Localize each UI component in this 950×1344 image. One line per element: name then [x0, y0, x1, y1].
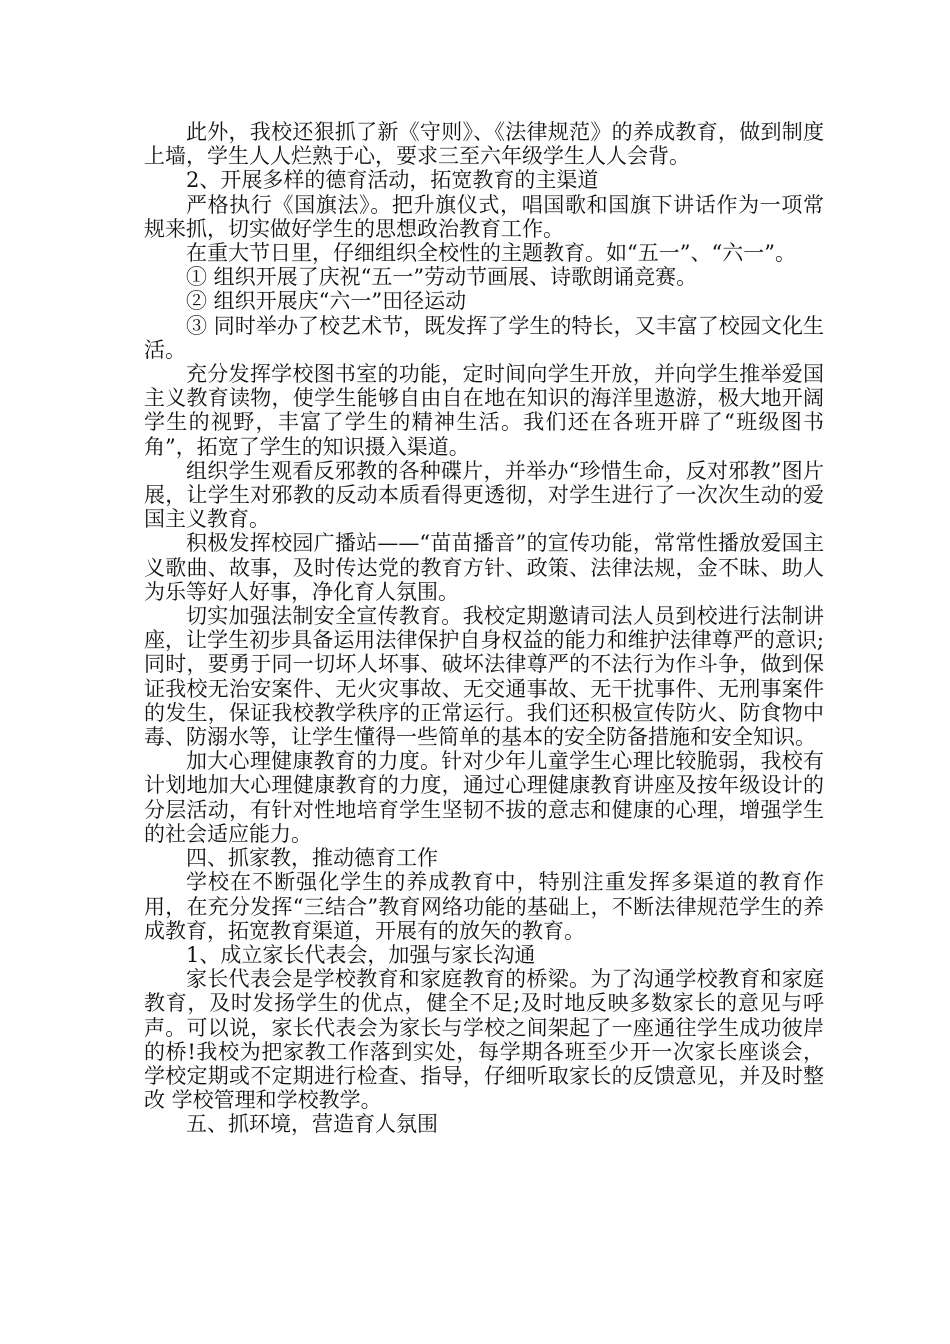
paragraph-habit-formation: 学校在不断强化学生的养成教育中，特别注重发挥多渠道的教育作用，在充分发挥“三结合”教育网络功能的基础上，不断法律规范学生的养成教育，拓宽教育渠道，开展有的放矢的教育。 [144, 870, 824, 943]
paragraph-code-of-conduct: 此外，我校还狠抓了新《守则》、《法律规范》的养成教育，做到制度上墙，学生人人烂熟于心，要求三至六年级学生人人会背。 [144, 120, 824, 169]
list-item-childrens-day: ② 组织开展庆“六一”田径运动 [186, 289, 467, 314]
heading-environment: 五、抓环境，营造育人氛围 [186, 1112, 438, 1137]
document-page [144, 120, 824, 1137]
paragraph-library: 充分发挥学校图书室的功能，定时间向学生开放，并向学生推举爱国主义教育读物，使学生能够自由自在地在知识的海洋里遨游，极大地开阔学生的视野，丰富了学生的精神生活。我们还在各班开辟了“班级图书角”，拓宽了学生的知识摄入渠道。 [144, 362, 824, 459]
list-item-may-day: ① 组织开展了庆祝“五一”劳动节画展、诗歌朗诵竞赛。 [186, 265, 698, 290]
paragraph-parent-committee: 家长代表会是学校教育和家庭教育的桥梁。为了沟通学校教育和家庭教育，及时发扬学生的优点，健全不足;及时地反映多数家长的意见与呼声。可以说，家长代表会为家长与学校之间架起了一座通往学生成功彼岸的桥!我校为把家教工作落到实处，每学期各班至少开一次家长座谈会，学校定期或不定期进行检查、指导，仔细听取家长的反馈意见，并及时整改 学校管理和学校教学。 [144, 967, 824, 1113]
paragraph-mental-health: 加大心理健康教育的力度。针对少年儿童学生心理比较脆弱，我校有计划地加大心理健康教育的力度，通过心理健康教育讲座及按年级设计的分层活动，有针对性地培育学生坚韧不拔的意志和健康的心理，增强学生的社会适应能力。 [144, 749, 824, 846]
heading-parent-committee: 1、成立家长代表会，加强与家长沟通 [186, 942, 536, 967]
paragraph-legal-safety: 切实加强法制安全宣传教育。我校定期邀请司法人员到校进行法制讲座，让学生初步具备运用法律保护自身权益的能力和维护法律尊严的意识;同时，要勇于同一切坏人坏事、破坏法律尊严的不法行为作斗争，做到保证我校无治安案件、无火灾事故、无交通事故、无干扰事件、无刑事案件的发生，保证我校教学秩序的正常运行。我们还积极宣传防火、防食物中毒、防溺水等，让学生懂得一些简单的基本的安全防备措施和安全知识。 [144, 604, 824, 750]
paragraph-national-flag-law: 严格执行《国旗法》。把升旗仪式，唱国歌和国旗下讲话作为一项常规来抓，切实做好学生的思想政治教育工作。 [144, 192, 824, 241]
list-item-art-festival: ③ 同时举办了校艺术节，既发挥了学生的特长，又丰富了校园文化生活。 [144, 313, 824, 362]
paragraph-anti-cult: 组织学生观看反邪教的各种碟片，并举办“珍惜生命，反对邪教”图片展，让学生对邪教的反动本质看得更透彻，对学生进行了一次次生动的爱国主义教育。 [144, 458, 824, 532]
paragraph-festival-education: 在重大节日里，仔细组织全校性的主题教育。如“五一”、“六一”。 [186, 241, 796, 266]
heading-family-education: 四、抓家教，推动德育工作 [186, 846, 438, 871]
paragraph-campus-radio: 积极发挥校园广播站——“苗苗播音”的宣传功能，常常性播放爱国主义歌曲、故事，及时传达党的教育方针、政策、法律法规，金不昧、助人为乐等好人好事，净化育人氛围。 [144, 531, 824, 604]
heading-moral-activities: 2、开展多样的德育活动，拓宽教育的主渠道 [186, 168, 599, 193]
